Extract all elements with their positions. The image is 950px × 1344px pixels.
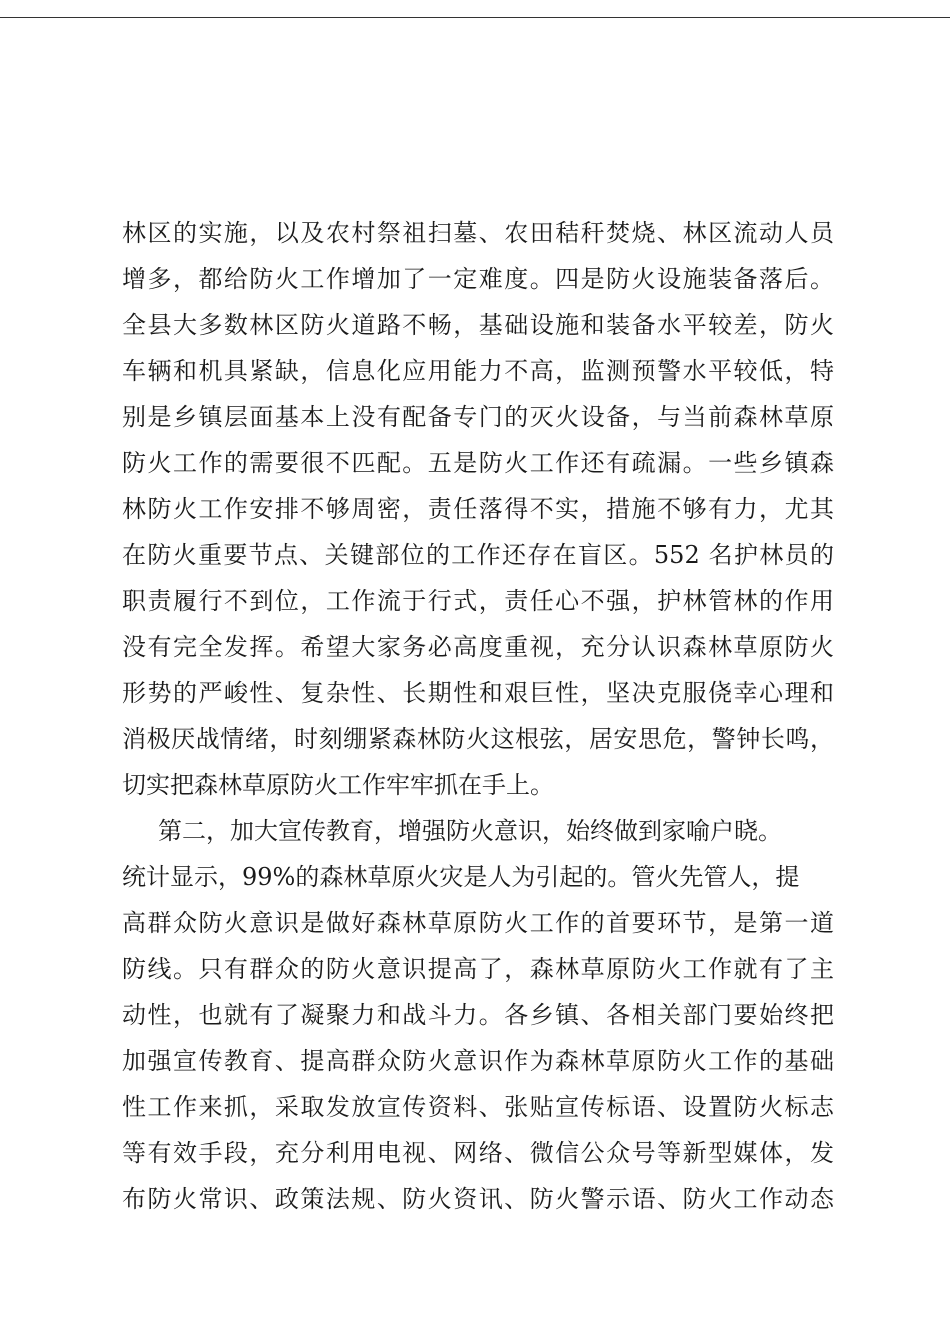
text-line: 形势的严峻性、复杂性、长期性和艰巨性，坚决克服侥幸心理和 <box>122 679 834 707</box>
text-line: 全县大多数林区防火道路不畅，基础设施和装备水平较差，防火 <box>122 311 834 339</box>
header-rule <box>0 17 950 18</box>
text-line: 布防火常识、政策法规、防火资讯、防火警示语、防火工作动态 <box>122 1185 834 1213</box>
text-line: 动性，也就有了凝聚力和战斗力。各乡镇、各相关部门要始终把 <box>122 1001 834 1029</box>
document-body <box>122 210 834 1222</box>
text-line: 等有效手段，充分利用电视、网络、微信公众号等新型媒体，发 <box>122 1139 834 1167</box>
text-line: 防线。只有群众的防火意识提高了，森林草原防火工作就有了主 <box>122 955 834 983</box>
text-line: 性工作来抓，采取发放宣传资料、张贴宣传标语、设置防火标志 <box>122 1093 834 1121</box>
paragraph-end-line: 切实把森林草原防火工作牢牢抓在手上。 <box>122 771 554 799</box>
text-line: 职责履行不到位，工作流于行式，责任心不强，护林管林的作用 <box>122 587 834 615</box>
text-line: 林防火工作安排不够周密，责任落得不实，措施不够有力，尤其 <box>122 495 834 523</box>
text-line: 加强宣传教育、提高群众防火意识作为森林草原防火工作的基础 <box>122 1047 834 1075</box>
text-line: 别是乡镇层面基本上没有配备专门的灭火设备，与当前森林草原 <box>122 403 834 431</box>
text-line: 消极厌战情绪，时刻绷紧森林防火这根弦，居安思危，警钟长鸣， <box>122 725 834 753</box>
text-line: 在防火重要节点、关键部位的工作还存在盲区。552 名护林员的 <box>122 541 834 569</box>
section-heading-line: 第二，加大宣传教育，增强防火意识，始终做到家喻户晓。 <box>158 817 782 845</box>
text-line: 林区的实施，以及农村祭祖扫墓、农田秸秆焚烧、林区流动人员 <box>122 219 834 247</box>
text-line: 增多，都给防火工作增加了一定难度。四是防火设施装备落后。 <box>122 265 834 293</box>
text-line: 高群众防火意识是做好森林草原防火工作的首要环节，是第一道 <box>122 909 834 937</box>
text-line: 车辆和机具紧缺，信息化应用能力不高，监测预警水平较低，特 <box>122 357 834 385</box>
text-line: 防火工作的需要很不匹配。五是防火工作还有疏漏。一些乡镇森 <box>122 449 834 477</box>
text-line: 没有完全发挥。希望大家务必高度重视，充分认识森林草原防火 <box>122 633 834 661</box>
text-line: 统计显示，99%的森林草原火灾是人为引起的。管火先管人，提 <box>122 863 800 891</box>
